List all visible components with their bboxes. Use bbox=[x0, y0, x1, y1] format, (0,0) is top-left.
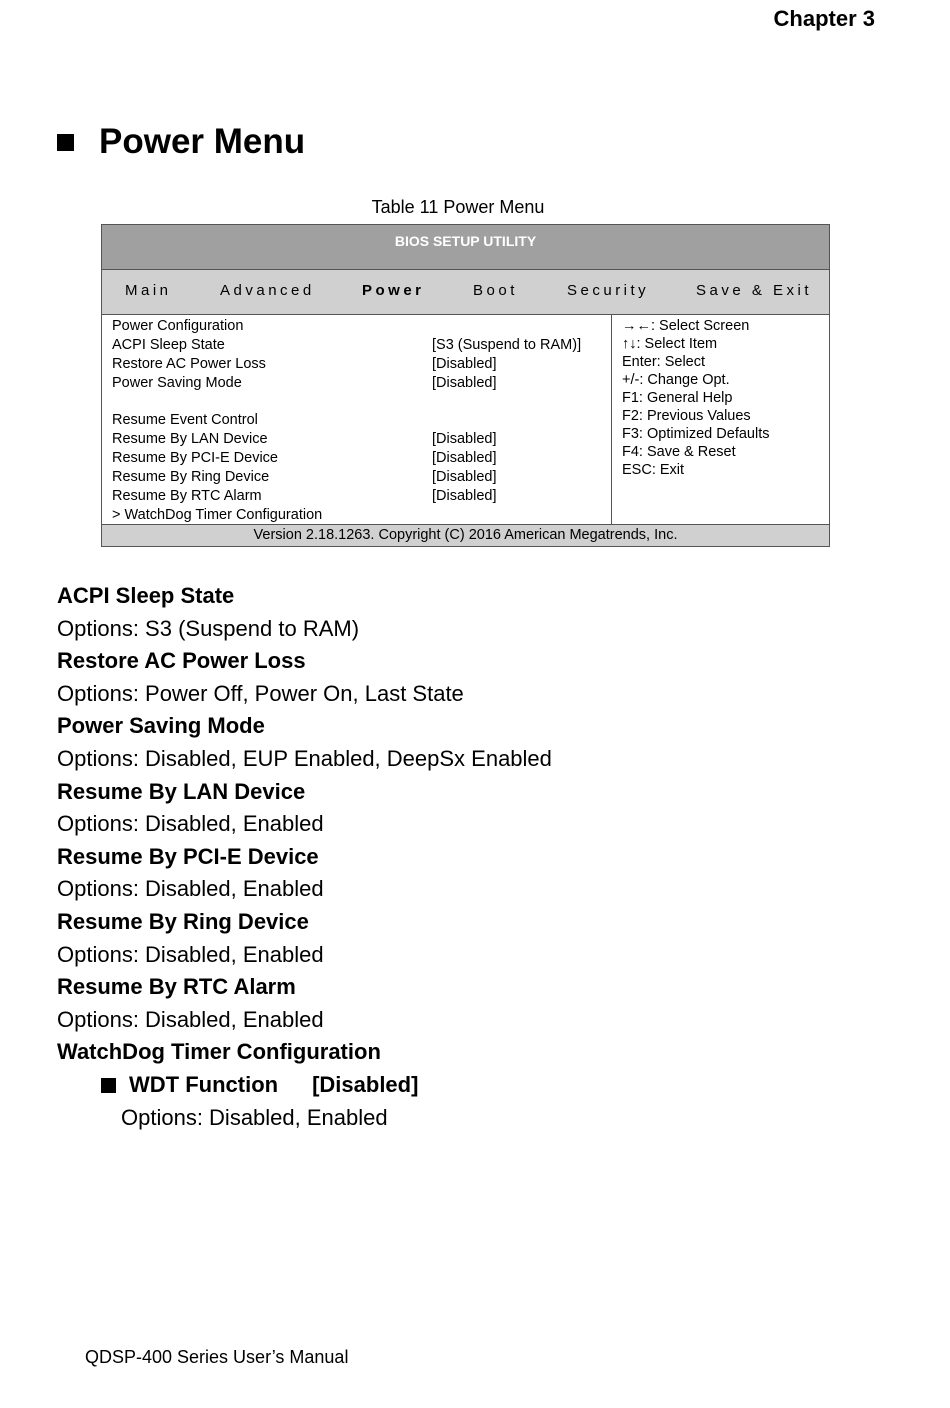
settings-row-acpi-sleep-state[interactable] bbox=[112, 336, 611, 355]
help-select-screen: →←: Select Screen bbox=[622, 318, 750, 334]
setting-label: Restore AC Power Loss bbox=[112, 356, 266, 372]
setting-label: Resume By Ring Device bbox=[112, 469, 270, 485]
desc-options: Options: Disabled, Enabled bbox=[57, 1006, 324, 1032]
bios-title: BIOS SETUP UTILITY bbox=[102, 225, 829, 270]
settings-row-resume-event-control bbox=[112, 411, 611, 430]
tab-main[interactable]: Main bbox=[125, 282, 172, 299]
tab-security[interactable]: Security bbox=[567, 282, 650, 299]
option-descriptions bbox=[57, 580, 907, 1134]
setting-value[interactable]: [S3 (Suspend to RAM)] bbox=[432, 337, 582, 353]
setting-label: Resume By PCI-E Device bbox=[112, 450, 278, 466]
desc-heading: Restore AC Power Loss bbox=[57, 648, 306, 674]
section-title bbox=[57, 122, 305, 162]
tab-power[interactable]: Power bbox=[362, 282, 425, 299]
settings-row-resume-rtc[interactable] bbox=[112, 487, 611, 506]
setting-label: Resume By RTC Alarm bbox=[112, 488, 262, 504]
table-caption: Table 11 Power Menu bbox=[371, 197, 545, 217]
desc-heading: Resume By RTC Alarm bbox=[57, 974, 296, 1000]
setting-value[interactable]: [Disabled] bbox=[432, 375, 497, 391]
bios-settings-panel bbox=[102, 315, 612, 524]
bios-version-footer: Version 2.18.1263. Copyright (C) 2016 American Megatrends, Inc. bbox=[102, 525, 829, 546]
bios-screen bbox=[101, 224, 830, 547]
wdt-function-options: Options: Disabled, Enabled bbox=[121, 1104, 388, 1130]
setting-label: Resume Event Control bbox=[112, 412, 258, 428]
settings-row-watchdog-submenu[interactable] bbox=[112, 506, 611, 525]
settings-row-resume-lan[interactable] bbox=[112, 430, 611, 449]
desc-options: Options: Power Off, Power On, Last State bbox=[57, 680, 464, 706]
chapter-label: Chapter 3 bbox=[773, 6, 875, 31]
setting-label: ACPI Sleep State bbox=[112, 337, 225, 353]
wdt-function-item bbox=[57, 1069, 907, 1102]
desc-heading: Power Saving Mode bbox=[57, 713, 265, 739]
help-change-opt: +/-: Change Opt. bbox=[622, 372, 730, 388]
setting-value[interactable]: [Disabled] bbox=[432, 450, 497, 466]
settings-row-restore-ac-power-loss[interactable] bbox=[112, 355, 611, 374]
tab-boot[interactable]: Boot bbox=[473, 282, 518, 299]
setting-value[interactable]: [Disabled] bbox=[432, 488, 497, 504]
desc-heading: WatchDog Timer Configuration bbox=[57, 1039, 381, 1065]
desc-heading: Resume By PCI-E Device bbox=[57, 843, 319, 869]
help-enter-select: Enter: Select bbox=[622, 354, 706, 370]
help-save-reset: F4: Save & Reset bbox=[622, 444, 736, 460]
setting-value[interactable]: [Disabled] bbox=[432, 469, 497, 485]
settings-row-resume-pcie[interactable] bbox=[112, 449, 611, 468]
settings-row-power-configuration bbox=[112, 317, 611, 336]
wdt-function-value: [Disabled] bbox=[312, 1071, 419, 1097]
tab-advanced[interactable]: Advanced bbox=[220, 282, 315, 299]
bios-help-panel bbox=[612, 315, 829, 524]
desc-options: Options: Disabled, Enabled bbox=[57, 811, 324, 837]
setting-label[interactable]: > WatchDog Timer Configuration bbox=[112, 507, 323, 523]
desc-options: Options: S3 (Suspend to RAM) bbox=[57, 615, 360, 641]
settings-row-power-saving-mode[interactable] bbox=[112, 374, 611, 393]
desc-options: Options: Disabled, EUP Enabled, DeepSx Enabled bbox=[57, 745, 552, 771]
desc-options: Options: Disabled, Enabled bbox=[57, 876, 324, 902]
wdt-function-label: WDT Function bbox=[129, 1071, 279, 1097]
help-previous-values: F2: Previous Values bbox=[622, 408, 751, 424]
spacer bbox=[112, 393, 611, 411]
setting-label: Resume By LAN Device bbox=[112, 431, 268, 447]
help-general-help: F1: General Help bbox=[622, 390, 733, 406]
desc-heading: ACPI Sleep State bbox=[57, 583, 235, 608]
desc-options: Options: Disabled, Enabled bbox=[57, 941, 324, 967]
help-esc-exit: ESC: Exit bbox=[622, 462, 685, 478]
help-select-item: ↑↓: Select Item bbox=[622, 336, 718, 352]
setting-label: Power Configuration bbox=[112, 318, 244, 334]
settings-row-resume-ring[interactable] bbox=[112, 468, 611, 487]
manual-footer: QDSP-400 Series User’s Manual bbox=[85, 1347, 349, 1367]
help-optimized-defaults: F3: Optimized Defaults bbox=[622, 426, 770, 442]
bullet-square-icon bbox=[57, 134, 74, 151]
section-title-text: Power Menu bbox=[99, 122, 306, 161]
setting-value[interactable]: [Disabled] bbox=[432, 431, 497, 447]
tab-save-exit[interactable]: Save & Exit bbox=[696, 282, 813, 299]
setting-value[interactable]: [Disabled] bbox=[432, 356, 497, 372]
desc-heading: Resume By Ring Device bbox=[57, 908, 309, 934]
setting-label: Power Saving Mode bbox=[112, 375, 242, 391]
bullet-square-icon bbox=[101, 1078, 116, 1093]
bios-tab-bar bbox=[102, 270, 829, 315]
desc-heading: Resume By LAN Device bbox=[57, 778, 306, 804]
